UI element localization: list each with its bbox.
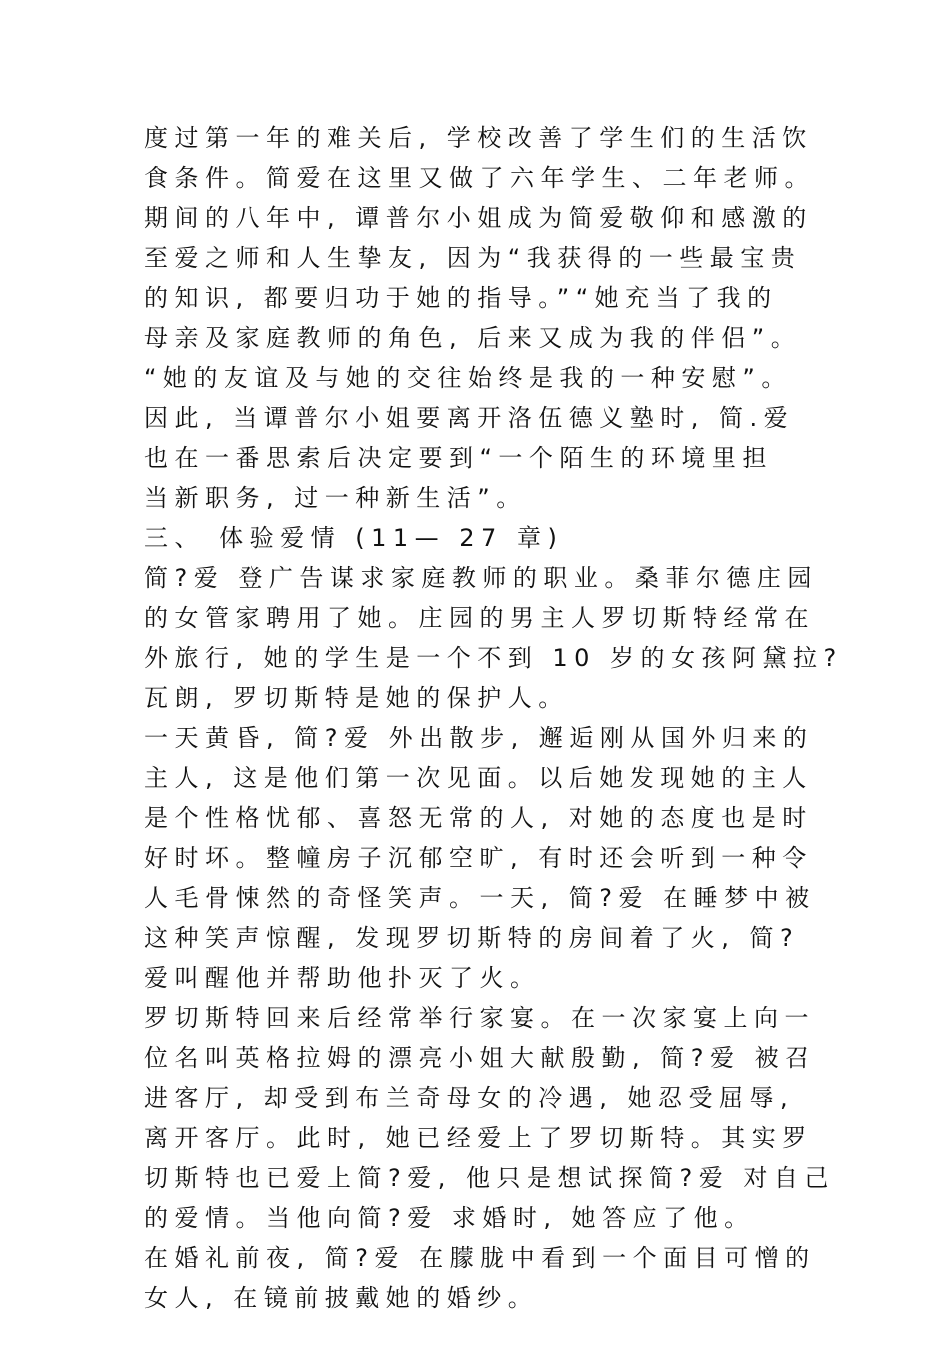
text-line: 的女管家聘用了她。庄园的男主人罗切斯特经常在 xyxy=(144,604,815,632)
text-line: 期间的八年中, 谭普尔小姐成为简爱敬仰和感激的 xyxy=(144,204,813,232)
text-line: 这种笑声惊醒, 发现罗切斯特的房间着了火, 简? xyxy=(144,924,800,952)
text-line: 切斯特也已爱上简?爱, 他只是想试探简?爱 对自己 xyxy=(144,1164,835,1192)
text-line: 外旅行, 她的学生是一个不到 10 岁的女孩阿黛拉? xyxy=(144,644,843,672)
text-line: 罗切斯特回来后经常举行家宴。在一次家宴上向一 xyxy=(144,1004,815,1032)
text-line: 瓦朗, 罗切斯特是她的保护人。 xyxy=(144,684,569,712)
text-line: 位名叫英格拉姆的漂亮小姐大献殷勤, 简?爱 被召 xyxy=(144,1044,816,1072)
text-line: 至爱之师和人生挚友, 因为“我获得的一些最宝贵 xyxy=(144,244,802,272)
text-line: 简?爱 登广告谋求家庭教师的职业。桑菲尔德庄园 xyxy=(144,564,818,592)
text-line: 当新职务, 过一种新生活”。 xyxy=(144,484,527,512)
text-line: 因此, 当谭普尔小姐要离开洛伍德义塾时, 简.爱 xyxy=(144,404,795,432)
text-line: 离开客厅。此时, 她已经爱上了罗切斯特。其实罗 xyxy=(144,1124,813,1152)
text-line: 一天黄昏, 简?爱 外出散步, 邂逅刚从国外归来的 xyxy=(144,724,814,752)
body-text xyxy=(144,118,843,1318)
text-line: 母亲及家庭教师的角色, 后来又成为我的伴侣”。 xyxy=(144,324,802,352)
text-line: 的爱情。当他向简?爱 求婚时, 她答应了他。 xyxy=(144,1204,755,1232)
text-line: 度过第一年的难关后, 学校改善了学生们的生活饮 xyxy=(144,124,813,152)
text-line: “她的友谊及与她的交往始终是我的一种安慰”。 xyxy=(144,364,792,392)
text-line: 是个性格忧郁、喜怒无常的人, 对她的态度也是时 xyxy=(144,804,813,832)
text-line: 在婚礼前夜, 简?爱 在朦胧中看到一个面目可憎的 xyxy=(144,1244,816,1272)
text-line: 进客厅, 却受到布兰奇母女的冷遇, 她忍受屈辱, xyxy=(144,1084,795,1112)
text-line: 的知识, 都要归功于她的指导。”“她充当了我的 xyxy=(144,284,778,312)
section-heading: 三、 体验爱情 (11— 27 章) xyxy=(144,524,564,552)
text-line: 好时坏。整幢房子沉郁空旷, 有时还会听到一种令 xyxy=(144,844,813,872)
text-line: 也在一番思索后决定要到“一个陌生的环境里担 xyxy=(144,444,773,472)
text-line: 主人, 这是他们第一次见面。以后她发现她的主人 xyxy=(144,764,813,792)
text-line: 爱叫醒他并帮助他扑灭了火。 xyxy=(144,964,541,992)
text-line: 食条件。简爱在这里又做了六年学生、二年老师。 xyxy=(144,164,815,192)
text-line: 人毛骨悚然的奇怪笑声。一天, 简?爱 在睡梦中被 xyxy=(144,884,816,912)
text-line: 女人, 在镜前披戴她的婚纱。 xyxy=(144,1284,539,1312)
